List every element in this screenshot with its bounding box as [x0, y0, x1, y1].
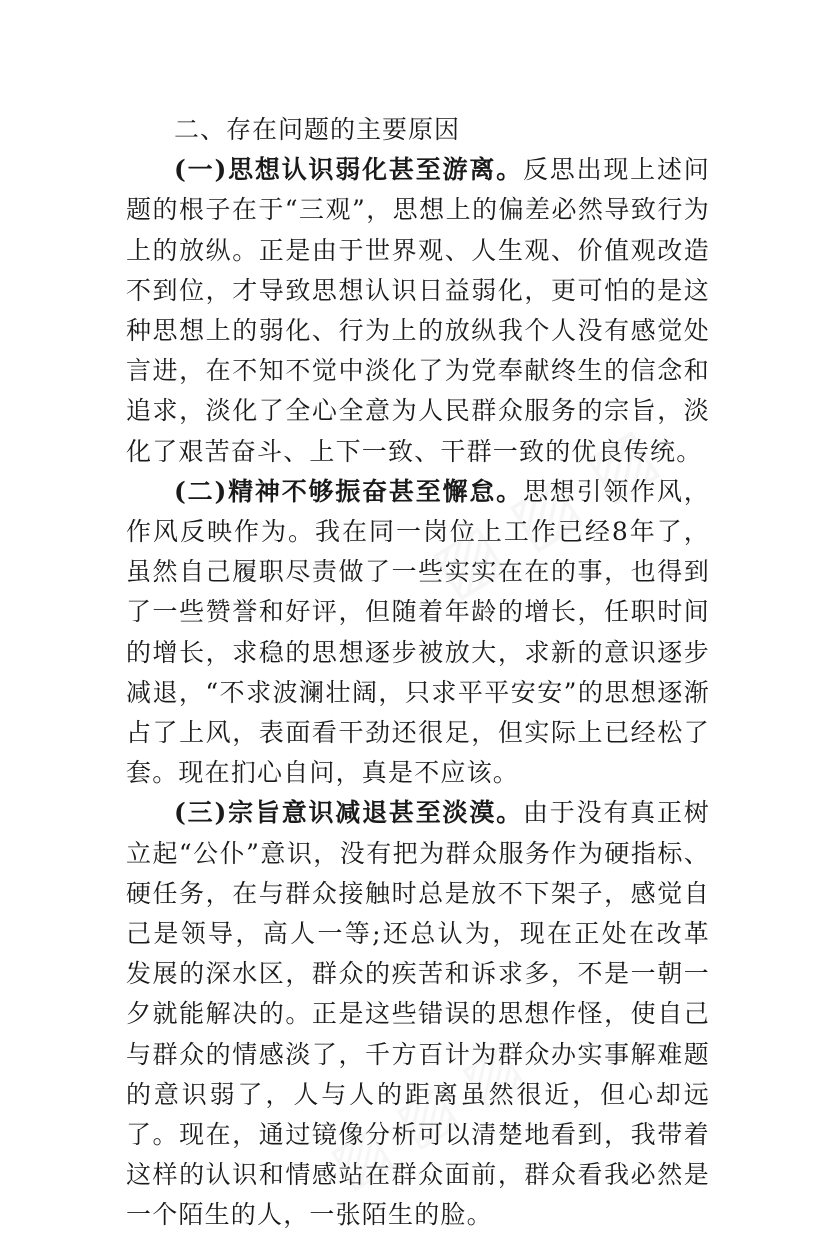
document-body — [126, 110, 710, 1236]
paragraph-lead: (三)宗旨意识减退甚至淡漠。 — [174, 798, 523, 828]
paragraph-body: 由于没有真正树立起“公仆”意识，没有把为群众服务作为硬指标、硬任务，在与群众接触时总是放不下架子，感觉自己是领导，高人一等;还总认为，现在正处在改革发展的深水区，群众的疾苦和诉求多，不是一朝一夕就能解决的。正是这些错误的思想作怪，使自己与群众的情感淡了，千方百计为群众办实事解难题的意识弱了，人与人的距离虽然很近，但心却远了。现在，通过镜像分析可以清楚地看到，我带着这样的认识和情感站在群众面前，群众看我必然是一个陌生的人，一张陌生的脸。 — [126, 798, 710, 1230]
paragraph-1 — [126, 150, 710, 472]
paragraph-lead: (二)精神不够振奋甚至懈怠。 — [174, 476, 523, 506]
paragraph-2 — [126, 472, 710, 794]
paragraph-body: 反思出现上述问题的根子在于“三观”，思想上的偏差必然导致行为上的放纵。正是由于世界观、人生观、价值观改造不到位，才导致思想认识日益弱化，更可怕的是这种思想上的弱化、行为上的放纵我个人没有感觉处言进，在不知不觉中淡化了为党奉献终生的信念和追求，淡化了全心全意为人民群众服务的宗旨，淡化了艰苦奋斗、上下一致、干群一致的优良传统。 — [126, 155, 710, 466]
section-heading: 二、存在问题的主要原因 — [174, 115, 461, 144]
paragraph-3 — [126, 793, 710, 1235]
paragraph-lead: (一)思想认识弱化甚至游离。 — [174, 155, 523, 185]
paragraph-body: 思想引领作风，作风反映作为。我在同一岗位上工作已经8年了，虽然自己履职尽责做了一些实实在在的事，也得到了一些赞誉和好评，但随着年龄的增长，任职时间的增长，求稳的思想逐步被放大，求新的意识逐步减退，“不求波澜壮阔，只求平平安安”的思想逐渐占了上风，表面看干劲还很足，但实际上已经松了套。现在扪心自问，真是不应该。 — [126, 476, 710, 788]
